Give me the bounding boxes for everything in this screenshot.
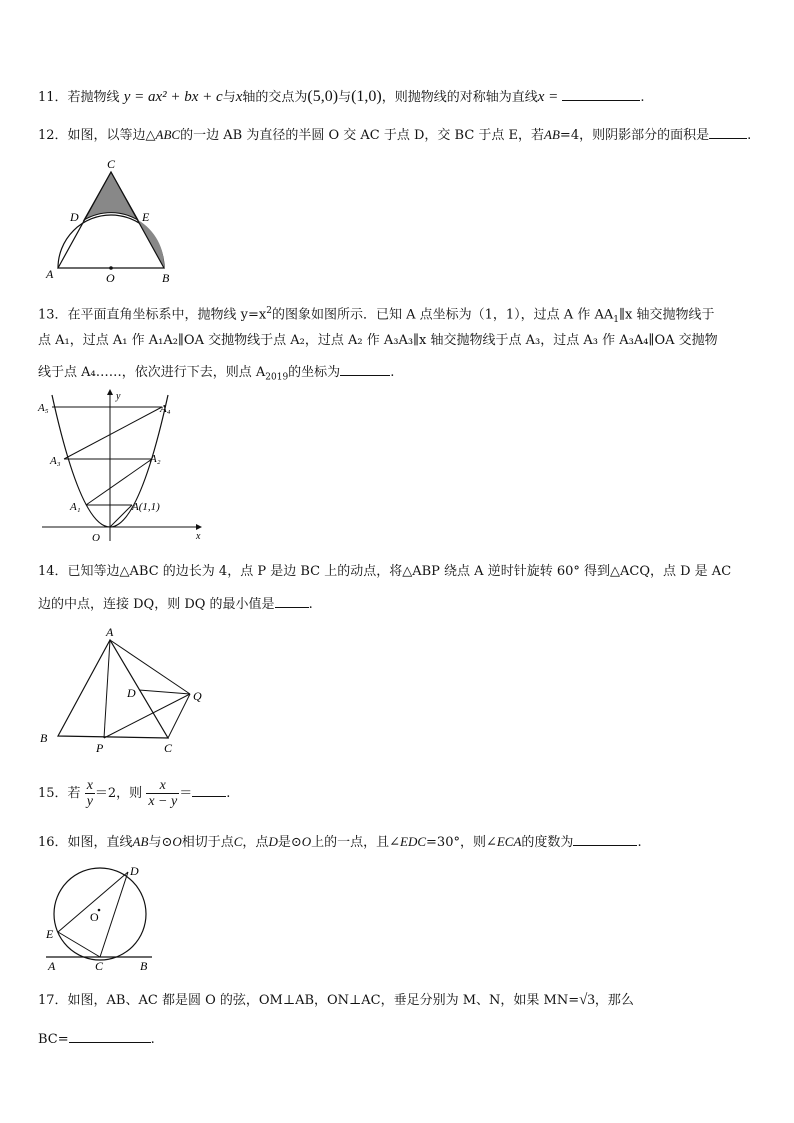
q14-answer-blank[interactable] bbox=[275, 593, 309, 608]
q16-text-f: 上的一点，且∠ bbox=[311, 835, 401, 850]
q12-answer-blank[interactable] bbox=[709, 124, 747, 139]
q11-equation: y = ax² + bx + c bbox=[123, 89, 223, 105]
q17-line2: BC= bbox=[38, 1032, 69, 1047]
q13-label-y: y bbox=[116, 391, 121, 402]
q12-end: . bbox=[747, 128, 752, 143]
q16-circle bbox=[54, 868, 146, 960]
q14-line-pq bbox=[104, 694, 190, 738]
q13-label-a: A(1,1) bbox=[132, 501, 160, 513]
q14-line-aq bbox=[110, 640, 190, 694]
q12-label-e: E bbox=[142, 210, 150, 224]
q11-point-2: (1,0) bbox=[351, 88, 382, 105]
q14-label-p: P bbox=[96, 741, 104, 755]
q13-label-a2: A₂ bbox=[150, 453, 161, 465]
q11-number: 11． bbox=[38, 90, 68, 105]
question-13-line-1 bbox=[38, 301, 714, 330]
q14-end: . bbox=[308, 597, 313, 612]
question-14-line-2 bbox=[38, 593, 313, 615]
q12-label-o: O bbox=[106, 271, 115, 285]
q12-text-c: =4，则阴影部分的面积是 bbox=[559, 128, 710, 143]
q13-line3-b: 的坐标为 bbox=[288, 365, 341, 380]
q13-label-a3: A₃ bbox=[50, 455, 61, 467]
q15-f1-num: x bbox=[86, 778, 93, 793]
q16-text-a: 16．如图，直线 bbox=[38, 835, 133, 850]
q11-text-5: ，则抛物线的对称轴为直线 bbox=[381, 90, 538, 105]
q12-center-dot bbox=[109, 266, 113, 270]
q13-line1-b: 的图象如图所示．已知 A 点坐标为（1，1），过点 A 作 AA bbox=[271, 307, 614, 323]
q16-label-d: D bbox=[130, 864, 139, 878]
q14-label-a: A bbox=[106, 625, 114, 639]
q16-o2: O bbox=[301, 834, 312, 849]
q16-o: O bbox=[172, 834, 182, 849]
question-14-line-1 bbox=[38, 562, 731, 582]
q12-figure bbox=[40, 154, 180, 286]
q12-shaded-top bbox=[84, 172, 138, 220]
q16-label-b: B bbox=[140, 959, 148, 973]
q14-label-b: B bbox=[40, 731, 48, 745]
q11-text-2: 与 bbox=[222, 90, 236, 105]
q13-line1-c: ∥x 轴交抛物线于 bbox=[618, 307, 715, 323]
q12-label-b: B bbox=[162, 271, 170, 285]
q14-figure bbox=[36, 622, 216, 758]
q15-fraction-2 bbox=[146, 778, 179, 809]
q11-text-3: 轴的交点为 bbox=[242, 90, 308, 105]
q13-y-arrow bbox=[107, 389, 113, 395]
q17-line1-a: 17．如图，AB、AC 都是圆 O 的弦，OM⊥AB，ON⊥AC，垂足分别为 M、N，如果 MN= bbox=[38, 993, 580, 1008]
q14-line-ap bbox=[104, 640, 110, 738]
q11-x-eq: x = bbox=[537, 89, 559, 105]
q16-label-a: A bbox=[48, 959, 56, 973]
q11-point-1: (5,0) bbox=[307, 88, 339, 105]
q14-line1: 14．已知等边△ABC 的边长为 4，点 P 是边 BC 上的动点，将△ABP 绕点 A 逆时针旋转 60° 得到△ACQ，点 D 是 AC bbox=[38, 564, 732, 579]
q16-label-e: E bbox=[46, 927, 54, 941]
question-13-line-2 bbox=[38, 331, 718, 351]
q16-text-e: 是⊙ bbox=[277, 835, 302, 850]
q15-number: 15．若 bbox=[38, 786, 81, 801]
q14-line-dq bbox=[139, 690, 190, 694]
q13-line2: 点 A₁，过点 A₁ 作 A₁A₂∥OA 交抛物线于点 A₂，过点 A₂ 作 A₃A₃∥x 轴交抛物线于点 A₃，过点 A₃ 作 A₃A₄∥OA 交抛物 bbox=[38, 333, 718, 348]
q16-eca: ECA bbox=[496, 834, 522, 849]
question-17-line-2 bbox=[38, 1028, 155, 1050]
question-15 bbox=[38, 776, 230, 812]
q16-figure bbox=[40, 860, 160, 975]
q12-ab: AB bbox=[544, 127, 560, 142]
q13-line1-a: 13．在平面直角坐标系中，抛物线 y=x bbox=[38, 307, 267, 323]
q16-label-c: C bbox=[95, 959, 104, 973]
question-13-line-3 bbox=[38, 361, 394, 388]
q13-line-a3-a4 bbox=[64, 407, 162, 459]
q16-text-g: =30°，则∠ bbox=[426, 835, 497, 850]
q16-text-h: 的度数为 bbox=[521, 835, 574, 850]
q13-label-a1: A₁ bbox=[70, 501, 81, 513]
q16-label-o: O bbox=[90, 910, 99, 924]
q15-eq: ＝ bbox=[179, 786, 193, 801]
q15-f2-num: x bbox=[146, 778, 179, 794]
q12-abc: ABC bbox=[155, 127, 181, 142]
q11-text-4: 与 bbox=[338, 90, 352, 105]
q15-eq2: ＝2，则 bbox=[94, 786, 143, 801]
q16-c: C bbox=[233, 834, 243, 849]
q16-answer-blank[interactable] bbox=[573, 831, 637, 846]
q12-text-b: 的一边 AB 为直径的半圆 O 交 AC 于点 D，交 BC 于点 E，若 bbox=[180, 128, 545, 143]
q16-text-c: 相切于点 bbox=[181, 835, 234, 850]
q14-label-q: Q bbox=[193, 689, 202, 703]
q11-end: . bbox=[640, 90, 645, 105]
q16-line-cd bbox=[100, 872, 128, 957]
q15-end: . bbox=[226, 786, 231, 801]
q13-line-a1-a2 bbox=[86, 459, 152, 505]
q16-ab: AB bbox=[132, 834, 149, 849]
q11-answer-blank[interactable] bbox=[562, 86, 640, 101]
q13-line3-sub: 2019 bbox=[265, 372, 289, 383]
q15-f1-den: y bbox=[86, 794, 93, 809]
q16-text-b: 与⊙ bbox=[148, 835, 173, 850]
q14-label-d: D bbox=[127, 686, 136, 700]
q16-edc: EDC bbox=[400, 834, 427, 849]
q12-label-d: D bbox=[70, 210, 79, 224]
q14-line2: 边的中点，连接 DQ，则 DQ 的最小值是 bbox=[38, 597, 275, 612]
q15-f2-den: x − y bbox=[148, 794, 178, 809]
q12-label-a: A bbox=[46, 267, 54, 281]
q12-label-c: C bbox=[107, 157, 116, 171]
question-16 bbox=[38, 831, 642, 853]
q16-line-ec bbox=[58, 932, 100, 957]
question-17-line-1 bbox=[38, 990, 634, 1011]
q13-label-a5: A₅ bbox=[38, 402, 49, 414]
q13-label-o: O bbox=[92, 532, 100, 544]
q14-label-c: C bbox=[164, 741, 173, 755]
q17-answer-blank[interactable] bbox=[69, 1028, 151, 1043]
q11-x: x bbox=[235, 89, 243, 105]
q17-line1-b: ，那么 bbox=[594, 993, 634, 1008]
q13-answer-blank[interactable] bbox=[340, 361, 390, 376]
question-11 bbox=[38, 86, 645, 108]
q13-line-o-a bbox=[110, 505, 132, 527]
q13-label-x: x bbox=[196, 531, 201, 542]
question-12 bbox=[38, 124, 751, 146]
q12-text-a: 12．如图，以等边△ bbox=[38, 128, 156, 143]
q13-end: . bbox=[390, 365, 395, 380]
q14-triangle-abc bbox=[58, 640, 168, 738]
q13-figure bbox=[36, 387, 208, 547]
q13-line3-a: 线于点 A₄……，依次进行下去，则点 A bbox=[38, 365, 266, 380]
q15-answer-blank[interactable] bbox=[192, 782, 226, 797]
q13-line1-sup: 2 bbox=[266, 306, 272, 316]
q13-x-arrow bbox=[196, 524, 202, 530]
q13-label-a4: A₄ bbox=[160, 403, 171, 415]
q16-end: . bbox=[637, 835, 642, 850]
q17-end: . bbox=[150, 1032, 155, 1047]
q13-line1-sub: 1 bbox=[613, 314, 619, 325]
q16-d: D bbox=[268, 834, 278, 849]
q14-line-cq bbox=[168, 694, 190, 738]
q17-sqrt: √3 bbox=[579, 992, 595, 1008]
q15-fraction-1 bbox=[85, 778, 95, 809]
q11-text-1: 若抛物线 bbox=[67, 90, 120, 105]
q16-text-d: ，点 bbox=[242, 835, 269, 850]
